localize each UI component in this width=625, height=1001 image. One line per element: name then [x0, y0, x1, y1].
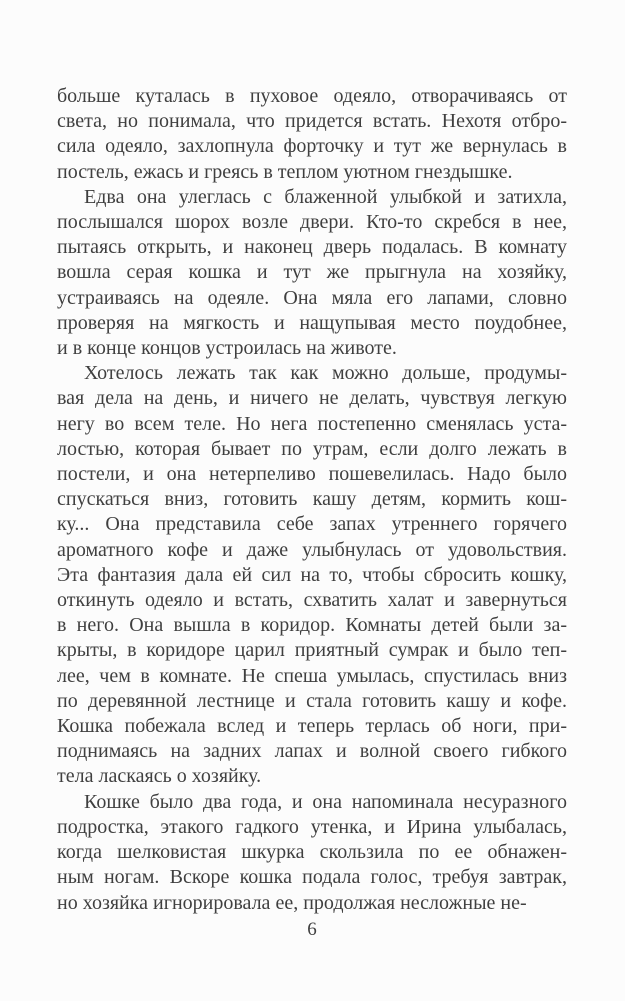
text-line: но хозяйка игнорировала ее, продолжая несложные не-	[57, 891, 527, 914]
text-line: в него. Она вышла в коридор. Комнаты детей были за-	[57, 614, 567, 637]
text-line: тела ласкаясь о хозяйку.	[57, 765, 262, 788]
paragraph	[57, 185, 567, 361]
text-line: сила одеяло, захлопнула форточку и тут же вернулась в	[57, 135, 567, 158]
page-text	[57, 84, 567, 916]
paragraph	[57, 790, 567, 916]
text-line: постели, и она нетерпеливо пошевелилась. Надо было	[57, 463, 567, 486]
text-line: устраиваясь на одеяле. Она мяла его лапами, словно	[57, 286, 567, 309]
text-line: постель, ежась и греясь в теплом уютном гнездышке.	[57, 160, 513, 183]
text-line: проверяя на мягкость и нащупывая место поудобнее,	[57, 311, 567, 334]
paragraph	[57, 84, 567, 185]
text-line: света, но понимала, что придется встать. Нехотя отбро-	[57, 110, 567, 133]
text-line: ароматного кофе и даже улыбнулась от удовольствия.	[57, 538, 567, 561]
text-line: крыты, в коридоре царил приятный сумрак и было теп-	[57, 639, 567, 662]
paragraph	[57, 361, 567, 789]
text-line: лостью, которая бывает по утрам, если долго лежать в	[57, 437, 567, 460]
text-line: больше куталась в пуховое одеяло, отворачиваясь от	[57, 85, 567, 107]
text-line: Эта фантазия дала ей сил на то, чтобы сбросить кошку,	[57, 563, 567, 586]
text-line: пытаясь открыть, и наконец дверь подалась. В комнату	[57, 236, 567, 259]
text-line: вошла серая кошка и тут же прыгнула на хозяйку,	[57, 261, 567, 284]
text-line: ным ногам. Вскоре кошка подала голос, требуя завтрак,	[57, 866, 567, 889]
text-line: негу во всем теле. Но нега постепенно сменялась уста-	[57, 412, 567, 435]
text-line: Кошка побежала вслед и теперь терлась об ноги, при-	[57, 715, 567, 738]
text-line: вая дела на день, и ничего не делать, чувствуя легкую	[57, 387, 567, 410]
text-line: и в конце концов устроилась на животе.	[57, 337, 397, 360]
text-line: ку... Она представила себе запах утреннего горячего	[57, 513, 567, 536]
text-line: спускаться вниз, готовить кашу детям, кормить кош-	[57, 488, 567, 511]
text-line: когда шелковистая шкурка скользила по ее обнажен-	[57, 841, 567, 864]
text-line: лее, чем в комнате. Не спеша умылась, спустилась вниз	[57, 664, 567, 687]
text-line: откинуть одеяло и встать, схватить халат и завернуться	[57, 589, 567, 612]
text-line: Едва она улеглась с блаженной улыбкой и затихла,	[84, 185, 567, 208]
text-line: поднимаясь на задних лапах и волной своего гибкого	[57, 740, 567, 763]
text-line: по деревянной лестнице и стала готовить кашу и кофе.	[57, 689, 567, 712]
text-line: Хотелось лежать так как можно дольше, продумы-	[84, 362, 567, 385]
text-line: подростка, этакого гадкого утенка, и Ирина улыбалась,	[57, 815, 567, 838]
text-line: послышался шорох возле двери. Кто-то скребся в нее,	[57, 211, 567, 234]
page-number: 6	[307, 919, 317, 940]
text-line: Кошке было два года, и она напоминала несуразного	[84, 790, 567, 813]
